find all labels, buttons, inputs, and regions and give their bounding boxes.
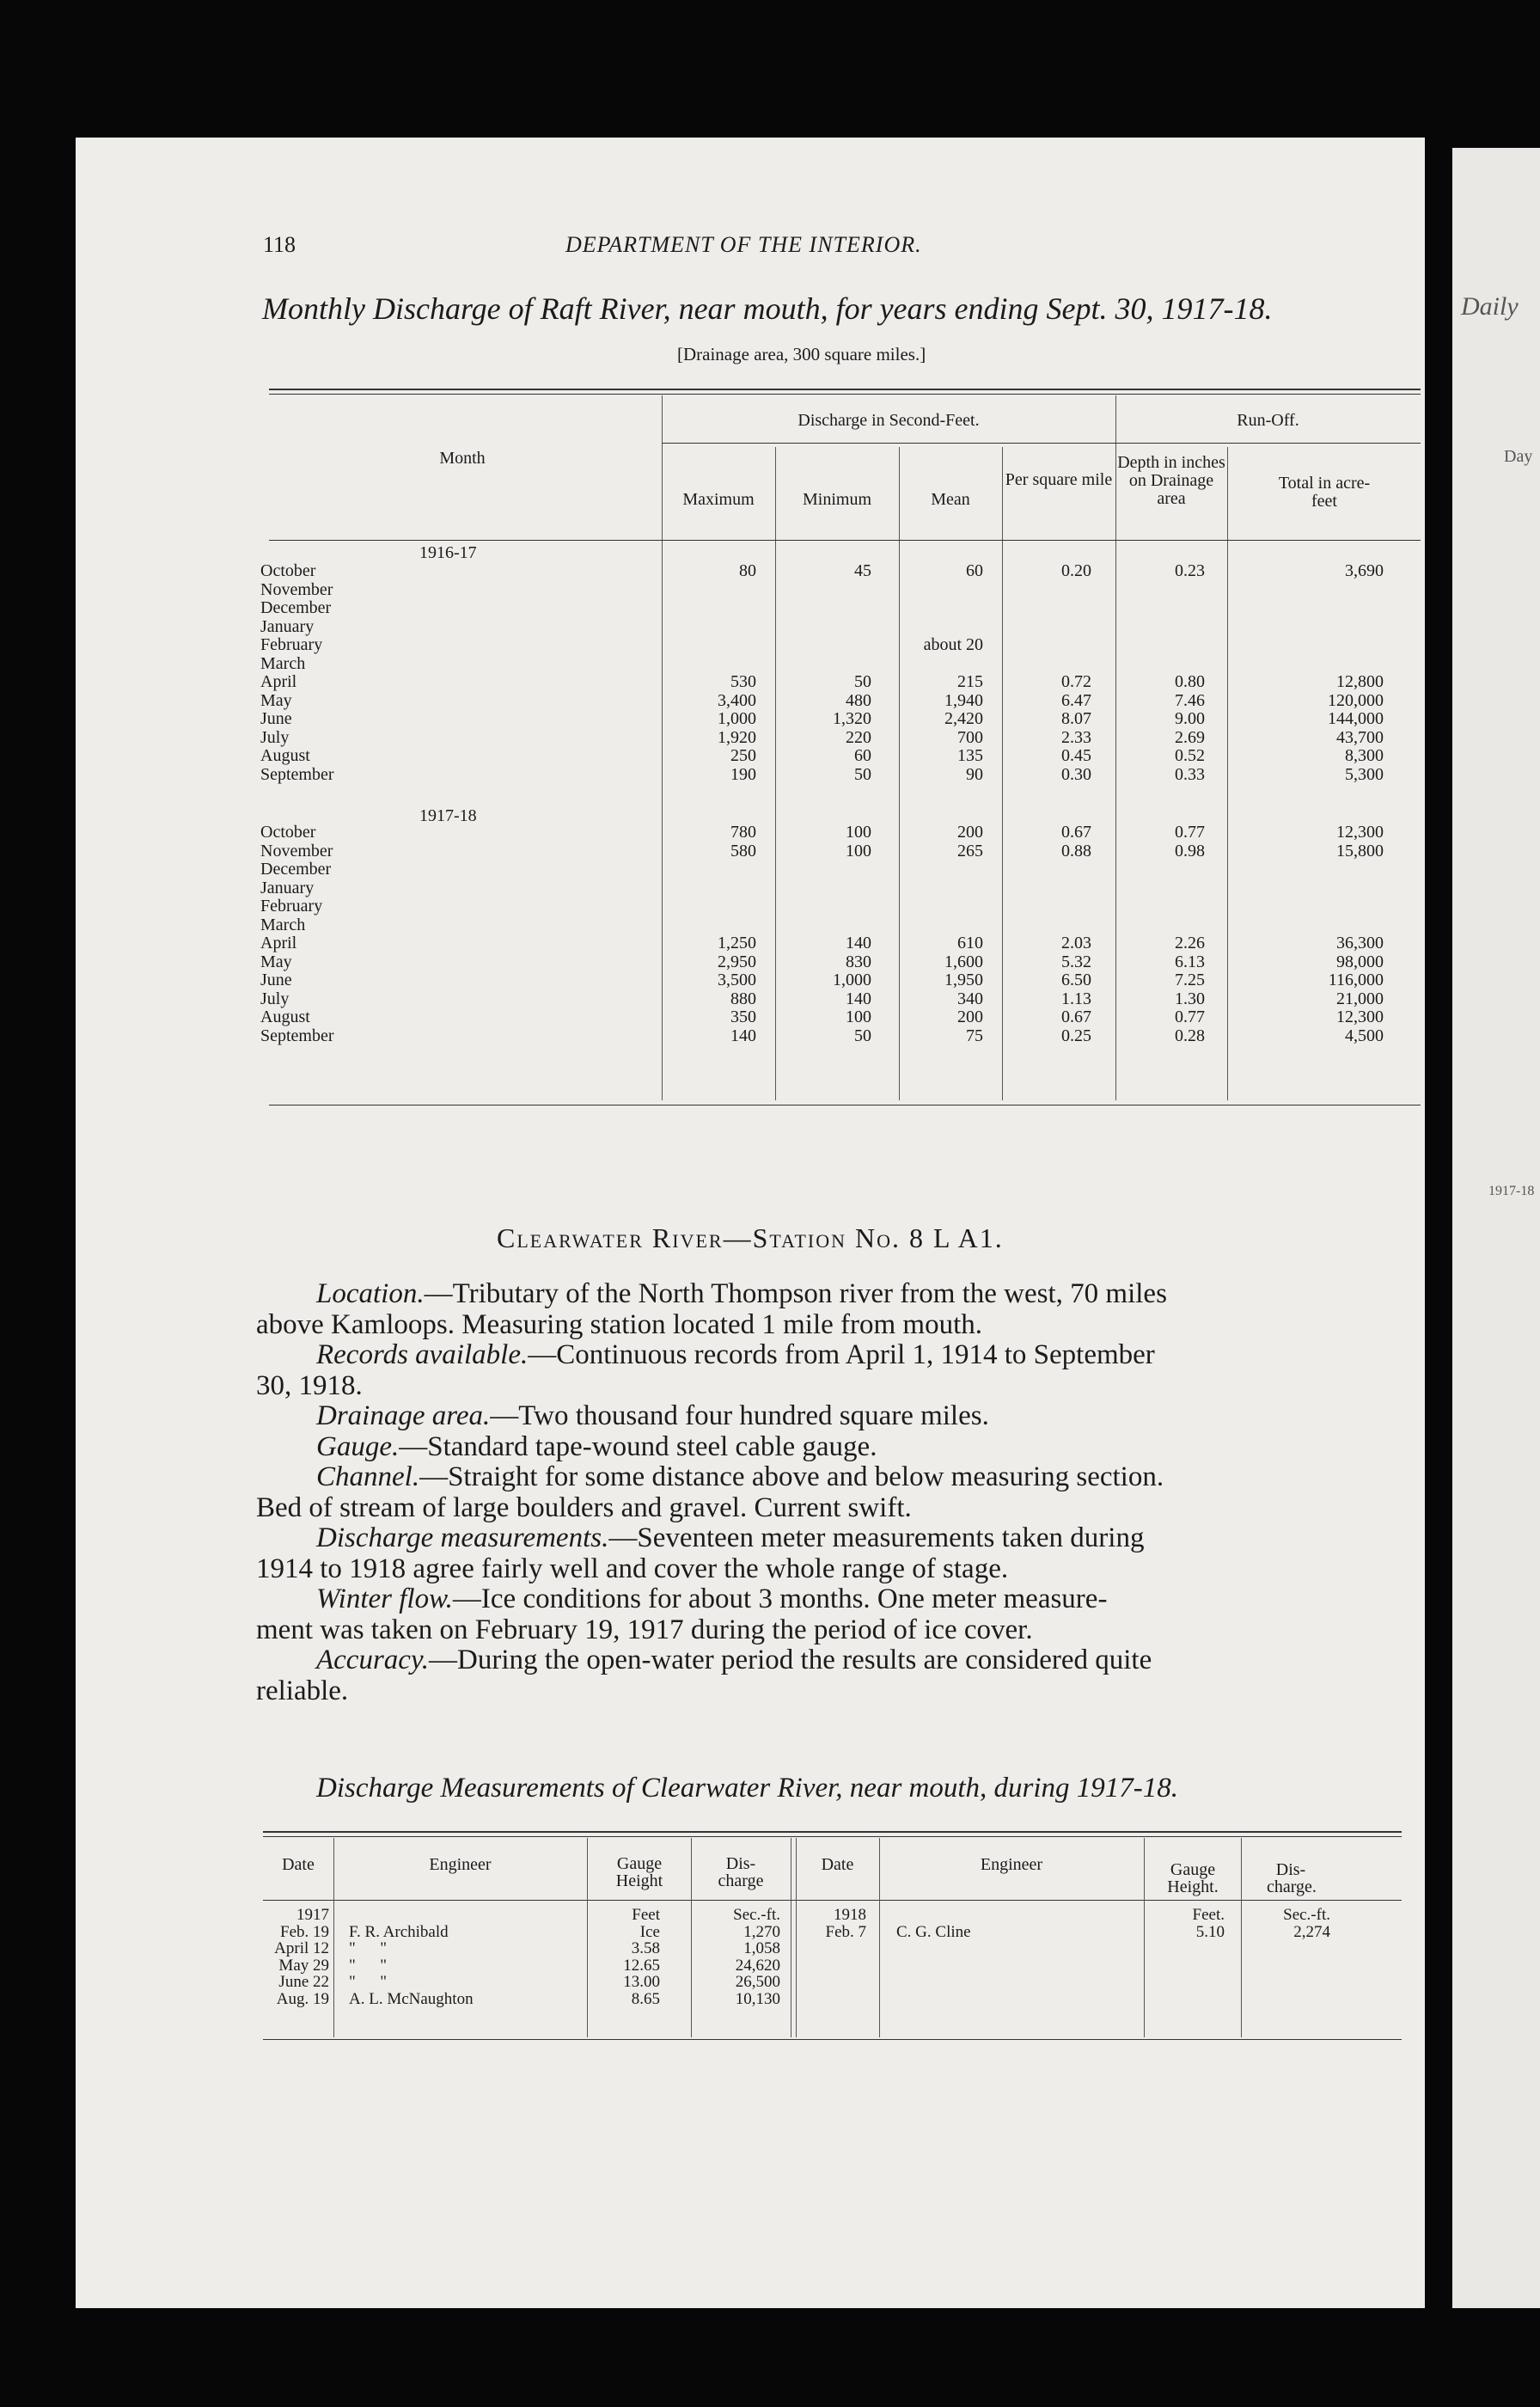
t2-col-date: Date [282,1855,315,1874]
location-rest: above Kamloops. Measuring station located 1 mile from mouth. [256,1308,982,1340]
paragraph-gauge [256,1432,1412,1463]
block1-months: October November December January February March April May June July August September [260,561,334,784]
adjacent-day-header: Day [1504,447,1533,466]
winter-line1: —Ice conditions for about 3 months. One meter measure- [452,1583,1108,1614]
t2-right-gauge: Feet. 5.10 [1192,1906,1225,1941]
winter-label: Winter flow. [316,1583,453,1614]
col-min-header: Minimum [802,490,871,509]
gauge-label: Gauge. [316,1430,400,1462]
year-label-1916-17: 1916-17 [419,543,477,562]
t2-right-engineers: C. G. Cline [896,1922,971,1941]
paragraph-drainage [256,1401,1412,1432]
t2-left-gauge: Feet Ice 3.58 12.65 13.00 8.65 [623,1906,660,2008]
channel-rest: Bed of stream of large boulders and gravel. Current swift. [256,1491,912,1523]
paragraph-channel [256,1462,1412,1523]
page-number: 118 [263,232,296,257]
block1-mean: 60 about 20 215 1,940 2,420 700 135 90 [923,561,983,784]
t2-right-discharge: Sec.-ft. 2,274 [1283,1906,1330,1941]
paragraph-accuracy [256,1645,1412,1706]
col-depth-header: Depth in inches on Drainage area [1117,453,1225,508]
block2-mean: 200 265 610 1,600 1,950 340 200 75 [944,823,983,1045]
records-label: Records available. [316,1339,529,1370]
measurements-rest: 1914 to 1918 agree fairly well and cover the whole range of stage. [256,1553,1009,1584]
drainage-label: Drainage area. [316,1400,491,1431]
document-page [76,138,1425,2308]
winter-rest: ment was taken on February 19, 1917 during the period of ice cover. [256,1614,1033,1645]
block2-total: 12,300 15,800 36,300 98,000 116,000 21,000 12,300 4,500 [1328,823,1384,1045]
year-label-1917-18: 1917-18 [419,806,477,825]
block1-total: 3,690 12,800 120,000 144,000 43,700 8,300 5,300 [1328,561,1384,784]
location-line1: —Tributary of the North Thompson river from the west, 70 miles [424,1278,1167,1309]
block1-persq: 0.20 0.72 6.47 8.07 2.33 0.45 0.30 [1061,561,1091,784]
block2-max: 780 580 1,250 2,950 3,500 880 350 140 [718,823,756,1045]
t2-left-dates: 1917 Feb. 19 April 12 May 29 June 22 Aug. 19 [274,1906,329,2008]
block2-months: October November December January February March April May June July August September [260,823,334,1045]
group-runoff-header: Run-Off. [1237,411,1299,430]
t2-col-engineer: Engineer [429,1855,492,1874]
paragraph-location [256,1279,1412,1340]
station-heading: Clearwater River—Station No. 8 L A1. [497,1222,1004,1253]
adjacent-page-fragment [1452,148,1540,2308]
t2-col-engineer-r: Engineer [980,1855,1043,1874]
running-head: DEPARTMENT OF THE INTERIOR. [565,232,922,257]
t2-left-discharge: Sec.-ft. 1,270 1,058 24,620 26,500 10,130 [733,1906,780,2008]
measurements-label: Discharge measurements. [316,1522,609,1553]
t2-col-discharge: Dis-charge [718,1854,764,1890]
paragraph-winter [256,1584,1412,1645]
paragraph-measurements [256,1523,1412,1584]
gauge-line1: —Standard tape-wound steel cable gauge. [399,1430,877,1462]
table1-title: Monthly Discharge of Raft River, near mouth, for years ending Sept. 30, 1917-18. [262,291,1273,326]
block2-min: 100 100 140 830 1,000 140 100 50 [833,823,871,1045]
station-description [256,1279,1412,1706]
measurements-line1: —Seventeen meter measurements taken during [608,1522,1145,1553]
accuracy-label: Accuracy. [316,1644,430,1675]
t2-col-date-r: Date [821,1855,854,1874]
drainage-line1: —Two thousand four hundred square miles. [490,1400,989,1431]
col-persq-header: Per square mile [1005,470,1113,489]
channel-label: Channel. [316,1461,420,1492]
t2-col-discharge-r: Dis-charge. [1267,1860,1317,1896]
accuracy-rest: reliable. [256,1675,349,1706]
block1-depth: 0.23 0.80 7.46 9.00 2.69 0.52 0.33 [1175,561,1205,784]
accuracy-line1: —During the open-water period the results are considered quite [429,1644,1152,1675]
paragraph-records [256,1340,1412,1401]
col-total-header: Total in acre-feet [1278,474,1371,511]
col-month-header: Month [439,449,486,468]
t2-col-gauge: Gauge Height [615,1854,663,1890]
group-discharge-header: Discharge in Second-Feet. [798,411,980,430]
records-rest: 30, 1918. [256,1369,363,1401]
block1-max: 80 530 3,400 1,000 1,920 250 190 [718,561,756,784]
channel-line1: —Straight for some distance above and below measuring section. [419,1461,1164,1492]
location-label: Location. [316,1278,425,1309]
block1-min: 45 50 480 1,320 220 60 50 [833,561,871,784]
col-max-header: Maximum [682,490,755,509]
records-line1: —Continuous records from April 1, 1914 to September [528,1339,1155,1370]
t2-right-dates: 1918 Feb. 7 [825,1906,866,1941]
block2-depth: 0.77 0.98 2.26 6.13 7.25 1.30 0.77 0.28 [1175,823,1205,1045]
adjacent-year-label: 1917-18 [1488,1184,1535,1198]
table2-title: Discharge Measurements of Clearwater River, near mouth, during 1917-18. [316,1773,1179,1804]
block2-persq: 0.67 0.88 2.03 5.32 6.50 1.13 0.67 0.25 [1061,823,1091,1045]
table1-subtitle: [Drainage area, 300 square miles.] [677,344,926,364]
t2-col-gauge-r: Gauge Height. [1167,1860,1219,1896]
col-mean-header: Mean [931,490,970,509]
adjacent-page-title: Daily [1461,292,1519,321]
t2-left-engineers: F. R. Archibald " " " " " " A. L. McNaughton [349,1922,474,2008]
